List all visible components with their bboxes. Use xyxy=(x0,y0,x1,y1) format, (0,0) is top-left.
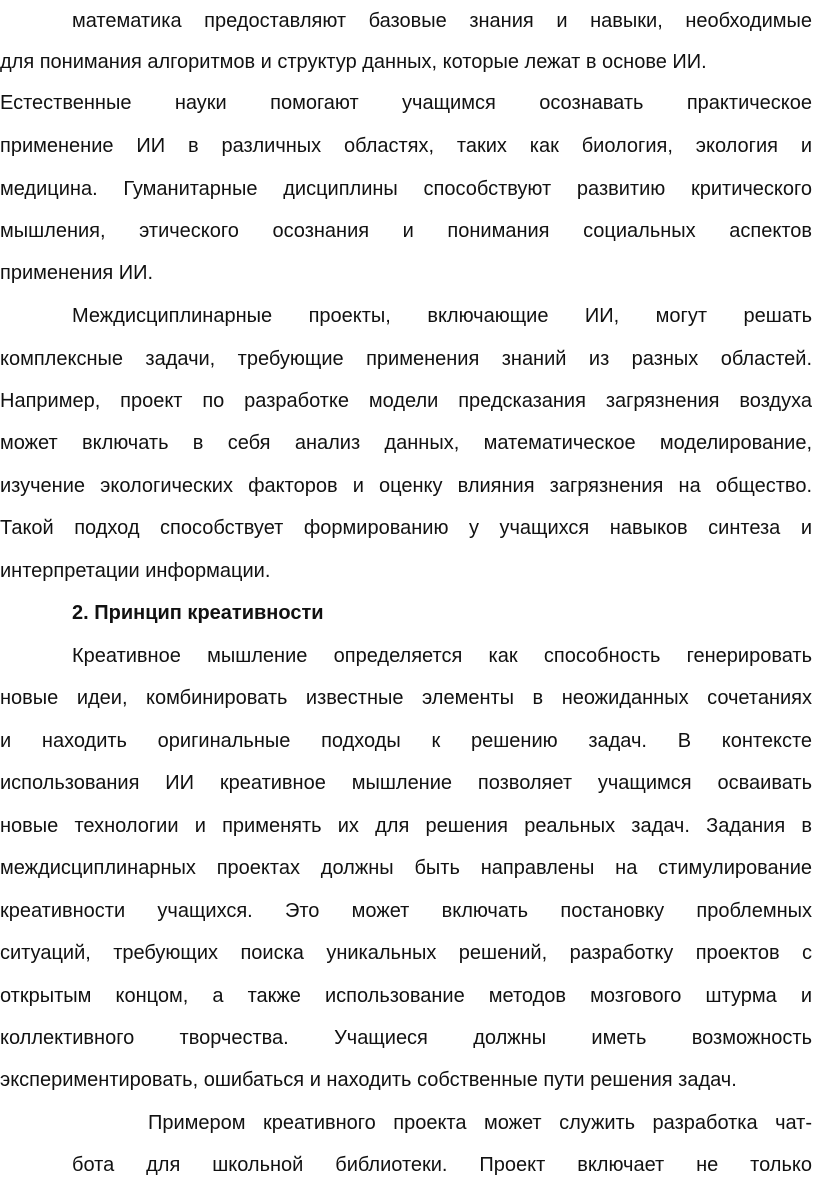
text-line: применение ИИ в различных областях, таких как биология, экология и xyxy=(0,135,812,157)
text-line: Естественные науки помогают учащимся осознавать практическое xyxy=(0,92,812,114)
text-line: Креативное мышление определяется как способность генерировать xyxy=(72,645,812,667)
text-line: медицина. Гуманитарные дисциплины способствуют развитию критического xyxy=(0,178,812,200)
text-line: может включать в себя анализ данных, математическое моделирование, xyxy=(0,432,812,454)
text-line: Междисциплинарные проекты, включающие ИИ, могут решать xyxy=(72,305,812,327)
text-line: Такой подход способствует формированию у учащихся навыков синтеза и xyxy=(0,517,812,539)
text-line: комплексные задачи, требующие применения знаний из разных областей. xyxy=(0,348,812,370)
text-line: коллективного творчества. Учащиеся должны иметь возможность xyxy=(0,1027,812,1049)
text-line: открытым концом, а также использование методов мозгового штурма и xyxy=(0,985,812,1007)
text-line: новые идеи, комбинировать известные элементы в неожиданных сочетаниях xyxy=(0,687,812,709)
section-heading: 2. Принцип креативности xyxy=(72,602,324,624)
text-line: использования ИИ креативное мышление позволяет учащимся осваивать xyxy=(0,772,812,794)
text-line: математика предоставляют базовые знания и навыки, необходимые xyxy=(72,10,812,32)
text-line: Например, проект по разработке модели предсказания загрязнения воздуха xyxy=(0,390,812,412)
text-line: изучение экологических факторов и оценку влияния загрязнения на общество. xyxy=(0,475,812,497)
text-line: и находить оригинальные подходы к решению задач. В контексте xyxy=(0,730,812,752)
text-line: новые технологии и применять их для решения реальных задач. Задания в xyxy=(0,815,812,837)
text-line: бота для школьной библиотеки. Проект включает не только xyxy=(72,1154,812,1176)
text-line: мышления, этического осознания и понимания социальных аспектов xyxy=(0,220,812,242)
text-line: Примером креативного проекта может служить разработка чат- xyxy=(148,1112,812,1134)
text-line: ситуаций, требующих поиска уникальных решений, разработку проектов с xyxy=(0,942,812,964)
text-line: экспериментировать, ошибаться и находить собственные пути решения задач. xyxy=(0,1069,737,1091)
text-line: применения ИИ. xyxy=(0,262,154,284)
text-line: креативности учащихся. Это может включать постановку проблемных xyxy=(0,900,812,922)
text-line: для понимания алгоритмов и структур данных, которые лежат в основе ИИ. xyxy=(0,51,707,73)
text-line: интерпретации информации. xyxy=(0,560,271,582)
text-line: междисциплинарных проектах должны быть направлены на стимулирование xyxy=(0,857,812,879)
